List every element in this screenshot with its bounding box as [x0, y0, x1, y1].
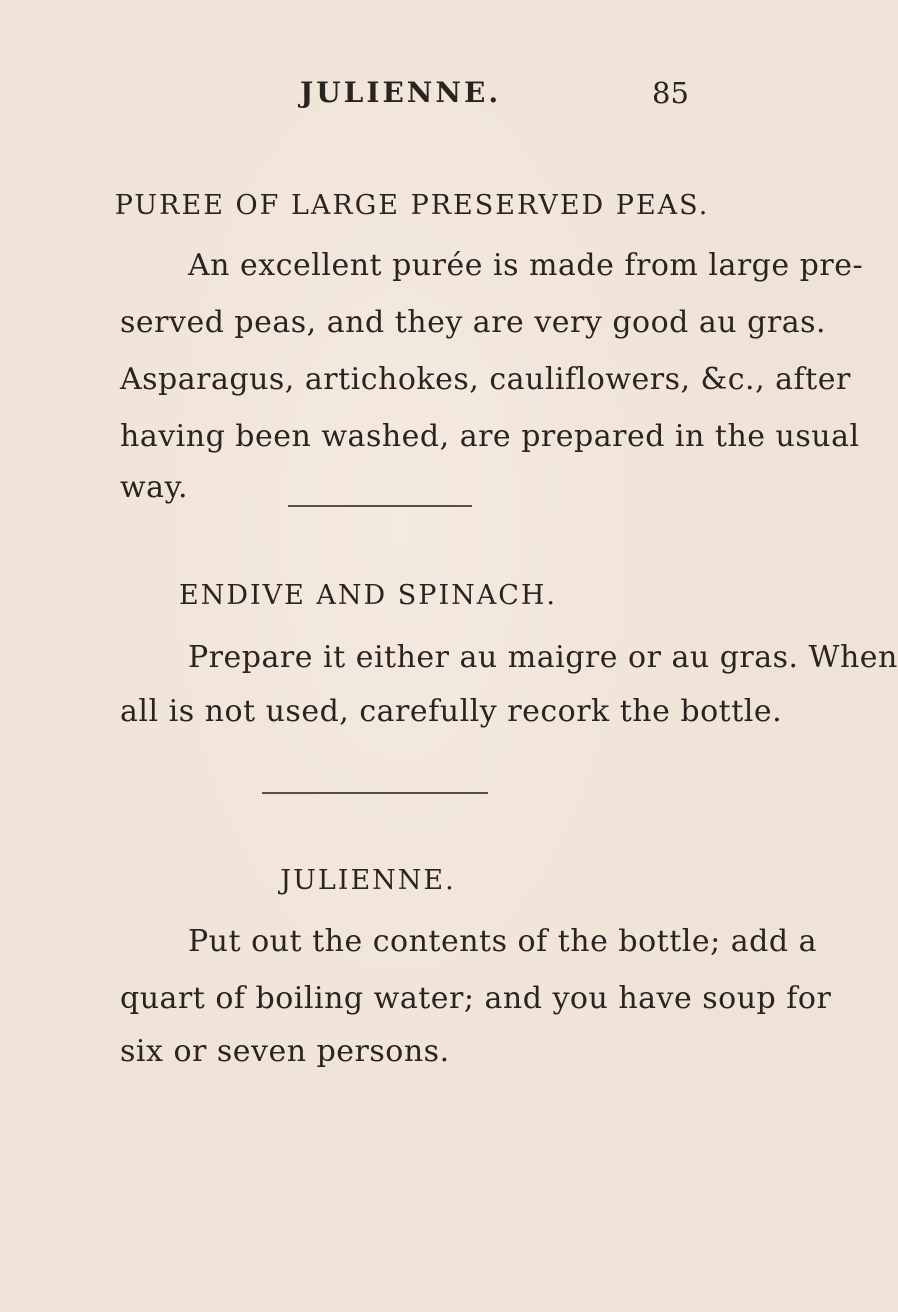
paragraph-line: served peas, and they are very good au gras.	[120, 305, 827, 340]
paragraph-line: Asparagus, artichokes, cauliflowers, &c., after	[120, 362, 851, 397]
paragraph-line: way.	[120, 470, 189, 505]
page-number: 85	[652, 76, 689, 110]
paragraph-line: all is not used, carefully recork the bottle.	[120, 694, 783, 729]
section-heading-julienne: JULIENNE.	[280, 865, 456, 896]
paragraph-line: quart of boiling water; and you have soup for	[120, 981, 832, 1016]
paragraph-line: having been washed, are prepared in the usual	[120, 419, 860, 454]
section-divider	[262, 792, 488, 794]
running-head	[0, 76, 800, 116]
paragraph-line: six or seven persons.	[120, 1034, 450, 1069]
paragraph-line: Put out the contents of the bottle; add a	[188, 924, 817, 959]
running-title: JULIENNE.	[300, 76, 502, 109]
section-heading-puree: PUREE OF LARGE PRESERVED PEAS.	[114, 190, 710, 221]
paragraph-line: Prepare it either au maigre or au gras. When	[188, 640, 898, 675]
section-heading-endive: ENDIVE AND SPINACH.	[178, 580, 558, 611]
section-divider	[288, 505, 472, 507]
paragraph-line: An excellent purée is made from large pre-	[188, 248, 864, 283]
